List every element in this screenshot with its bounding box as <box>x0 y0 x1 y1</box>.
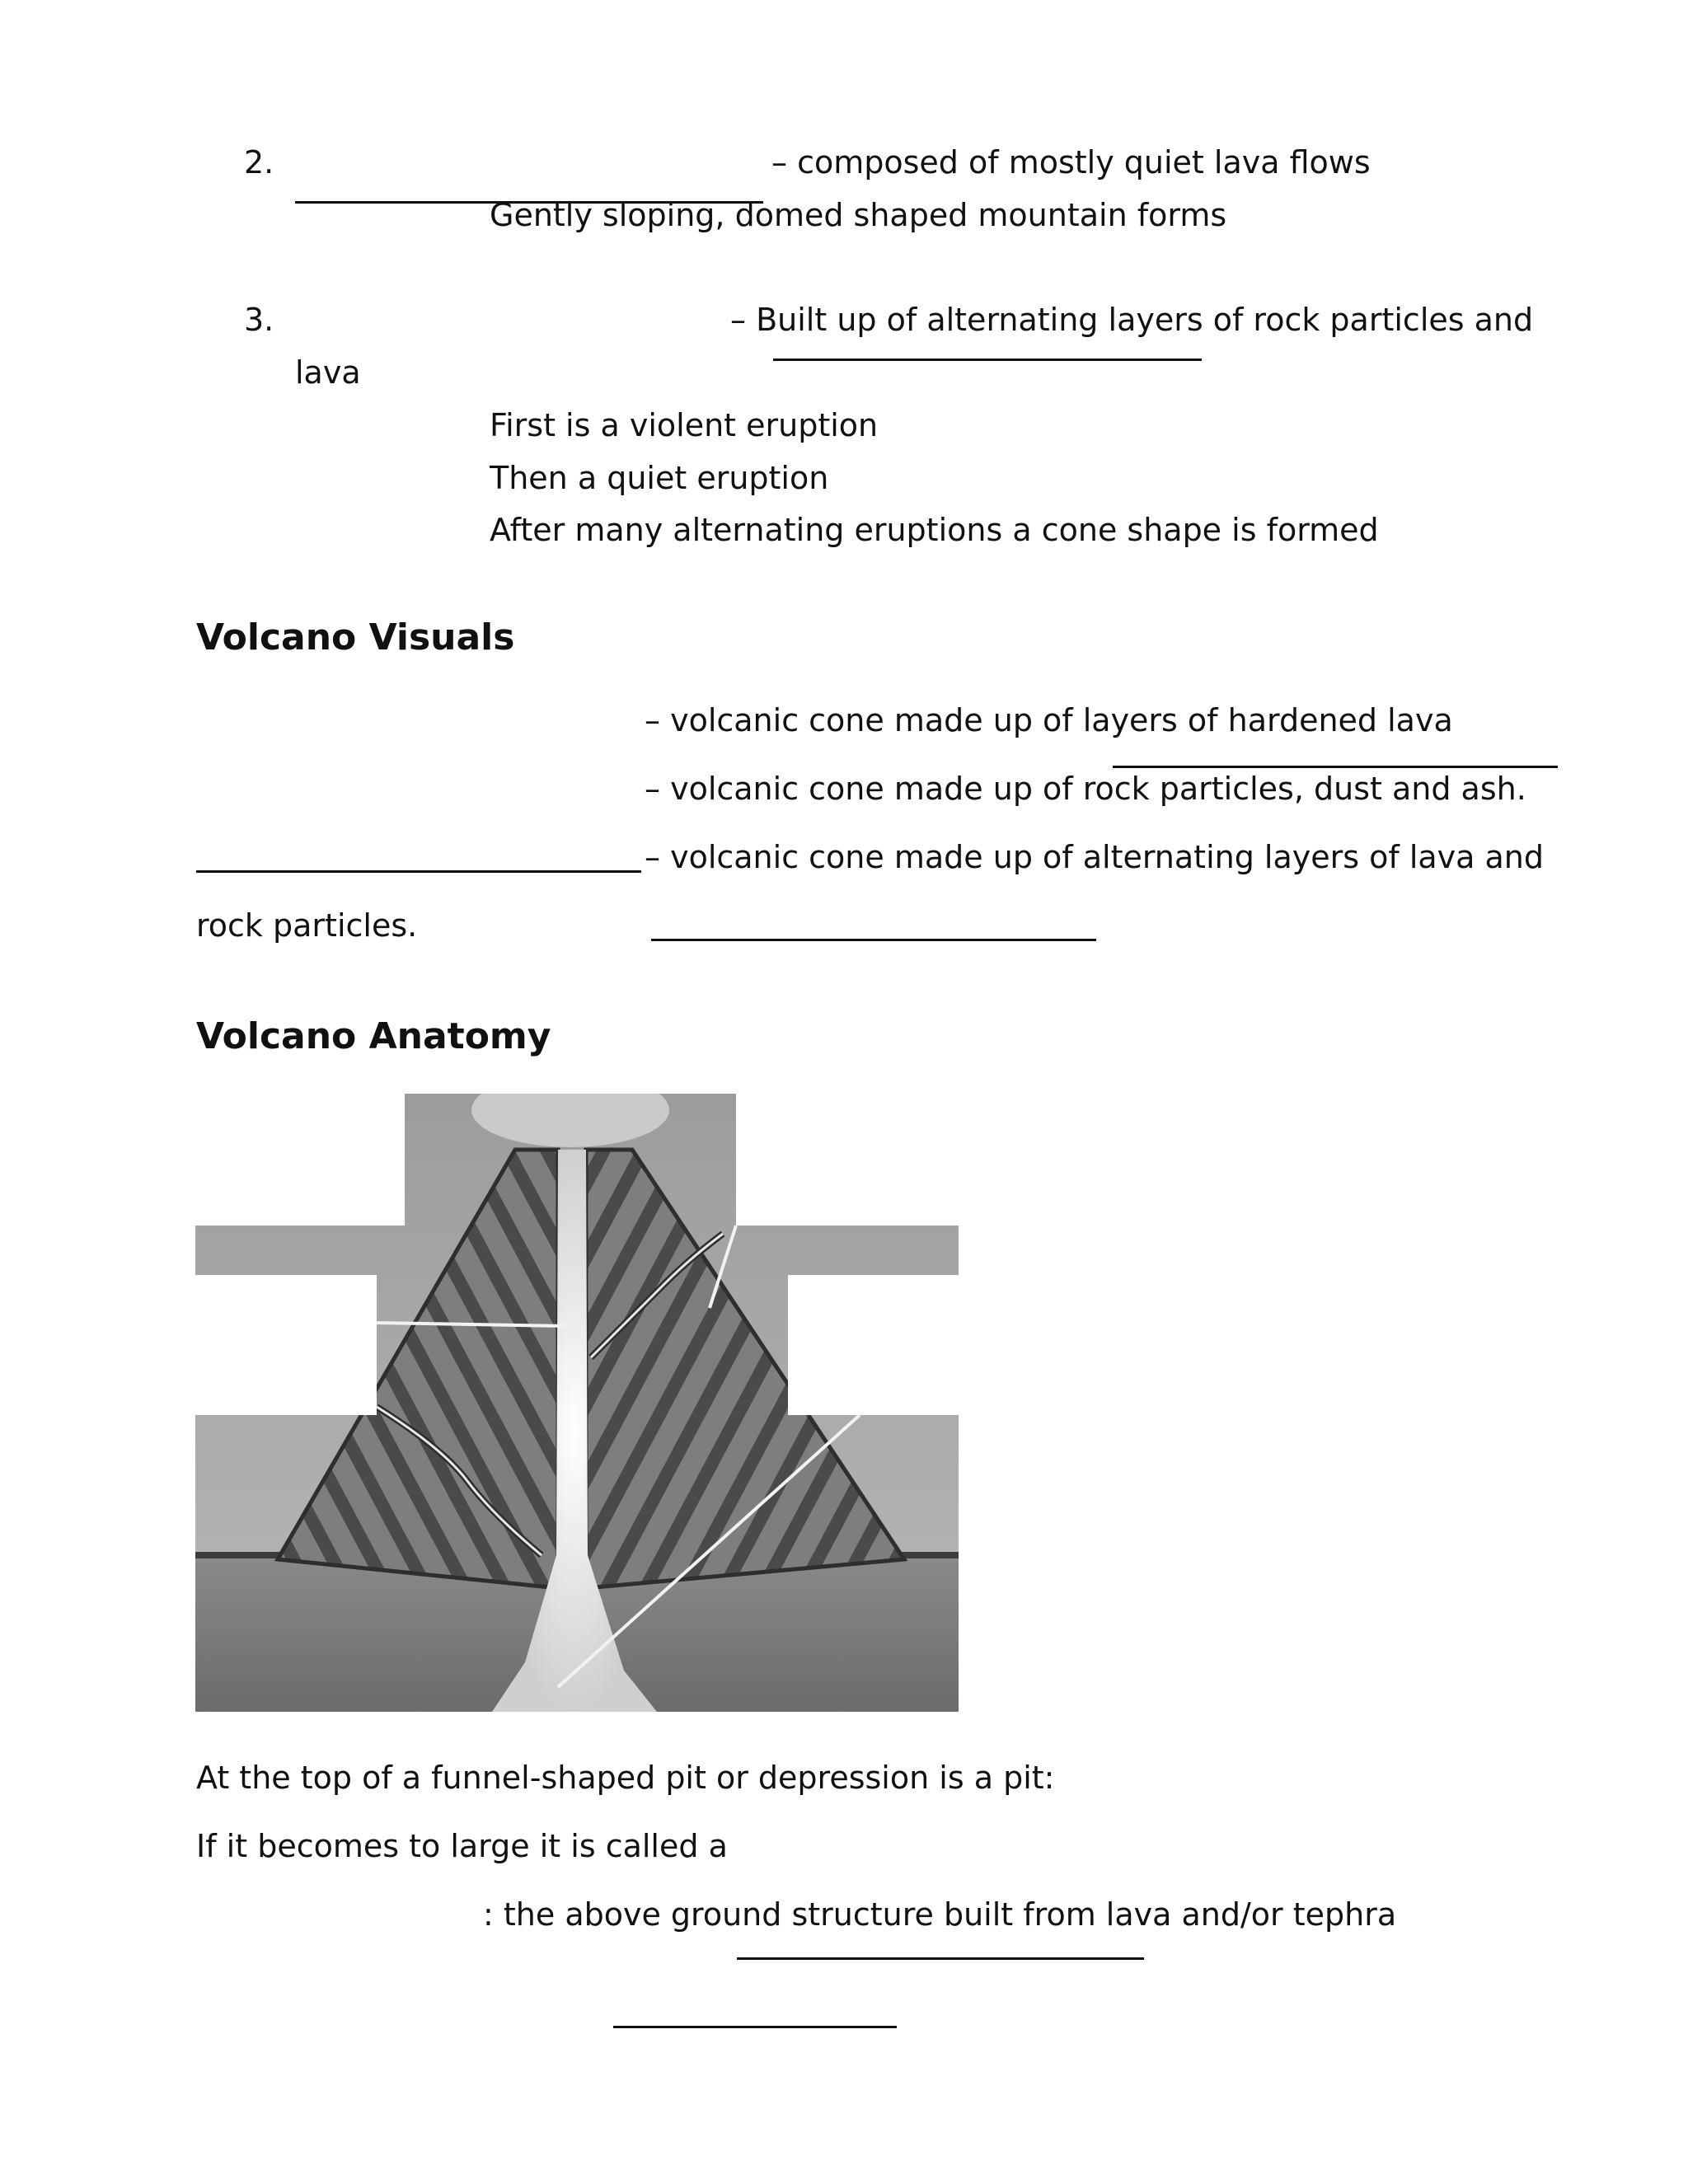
anatomy-blank-3[interactable] <box>613 2026 897 2028</box>
item-2-definition: – composed of mostly quiet lava flows <box>771 144 1371 180</box>
item-3-definition: – Built up of alternating layers of rock particles and <box>730 302 1534 338</box>
volcano-diagram <box>195 1094 959 1712</box>
item-3-answer-blank[interactable] <box>773 359 1202 361</box>
item-3-number: 3. <box>244 302 274 338</box>
anatomy-blank-2[interactable] <box>737 1957 1144 1960</box>
visuals-line-2: – volcanic cone made up of rock particles, dust and ash. <box>645 771 1526 807</box>
visuals-blank-1[interactable] <box>1113 766 1558 768</box>
item-2-number: 2. <box>244 144 274 180</box>
anatomy-question-1: At the top of a funnel-shaped pit or depression is a pit: <box>196 1760 1055 1796</box>
anatomy-question-2: If it becomes to large it is called a <box>196 1828 728 1864</box>
item-2-detail: Gently sloping, domed shaped mountain forms <box>490 197 1227 233</box>
visuals-heading: Volcano Visuals <box>196 616 515 658</box>
item-3-detail-1: First is a violent eruption <box>490 407 879 443</box>
visuals-line-3-cont: rock particles. <box>196 907 418 944</box>
item-3-definition-cont: lava <box>295 354 361 391</box>
visuals-line-1: – volcanic cone made up of layers of hardened lava <box>645 702 1453 738</box>
anatomy-question-3: : the above ground structure built from lava and/or tephra <box>483 1896 1397 1933</box>
volcano-illustration <box>195 1094 959 1712</box>
visuals-blank-2[interactable] <box>196 870 641 873</box>
anatomy-heading: Volcano Anatomy <box>196 1015 551 1057</box>
volcano-right-flank <box>586 1150 904 1588</box>
item-3-detail-2: Then a quiet eruption <box>490 460 829 496</box>
visuals-blank-3[interactable] <box>651 939 1096 941</box>
item-3-detail-3: After many alternating eruptions a cone shape is formed <box>490 512 1379 548</box>
visuals-line-3: – volcanic cone made up of alternating layers of lava and <box>645 839 1545 875</box>
